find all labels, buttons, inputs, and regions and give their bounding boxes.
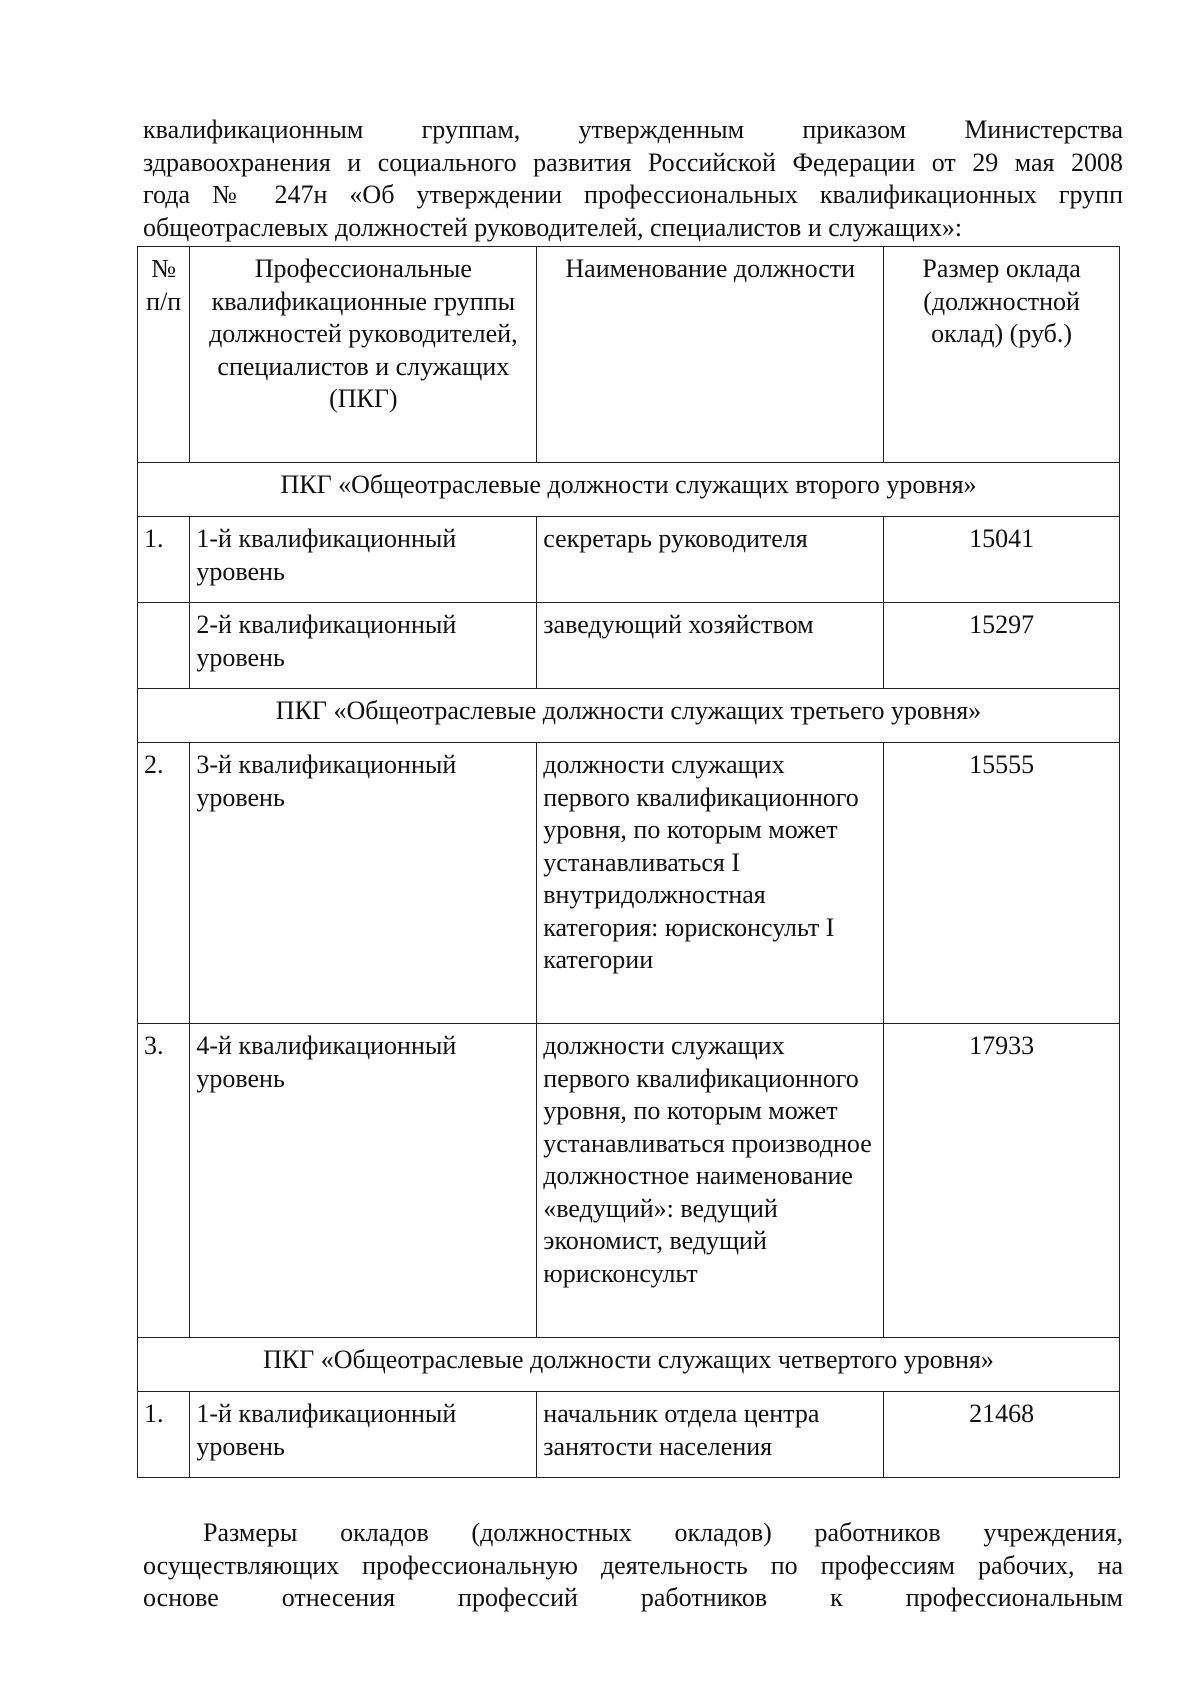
row-position: заведующий хозяйством xyxy=(537,603,884,689)
header-position: Наименование должности xyxy=(537,247,884,463)
intro-line-2: здравоохранения и социального развития Российской Федерации от 29 мая 2008 xyxy=(143,147,1123,177)
header-salary: Размер оклада (должностной оклад) (руб.) xyxy=(884,247,1120,463)
table-header-row xyxy=(138,247,1120,463)
row-num: 1. xyxy=(138,517,190,603)
row-position: должности служащих первого квалификационного уровня, по которым может устанавливаться I внутридолжностная категория: юрисконсульт I категории xyxy=(537,743,884,1024)
row-position: секретарь руководителя xyxy=(537,517,884,603)
table-row xyxy=(138,1392,1120,1478)
row-num: 1. xyxy=(138,1392,190,1478)
table-row xyxy=(138,743,1120,1024)
row-salary: 15297 xyxy=(884,603,1120,689)
table-row xyxy=(138,517,1120,603)
section-title-row xyxy=(138,1338,1120,1392)
section-title: ПКГ «Общеотраслевые должности служащих четвертого уровня» xyxy=(138,1338,1120,1392)
row-salary: 15041 xyxy=(884,517,1120,603)
row-num xyxy=(138,603,190,689)
salary-table xyxy=(137,246,1120,1478)
section-title-row xyxy=(138,689,1120,743)
footer-line-2: осуществляющих профессиональную деятельность по профессиям рабочих, на xyxy=(143,1550,1123,1580)
section-title: ПКГ «Общеотраслевые должности служащих второго уровня» xyxy=(138,463,1120,517)
row-level: 3-й квалификационный уровень xyxy=(190,743,537,1024)
intro-line-4: общеотраслевых должностей руководителей, специалистов и служащих»: xyxy=(143,212,963,242)
row-level: 1-й квалификационный уровень xyxy=(190,1392,537,1478)
row-salary: 21468 xyxy=(884,1392,1120,1478)
row-num: 2. xyxy=(138,743,190,1024)
header-num: № п/п xyxy=(138,247,190,463)
table-row xyxy=(138,603,1120,689)
row-salary: 15555 xyxy=(884,743,1120,1024)
footer-line-3: основе отнесения профессий работников к профессиональным xyxy=(143,1583,1123,1612)
row-level: 2-й квалификационный уровень xyxy=(190,603,537,689)
row-position: должности служащих первого квалификационного уровня, по которым может устанавливаться производное должностное наименование «ведущий»: ведущий экономист, ведущий юрисконсульт xyxy=(537,1024,884,1338)
row-num: 3. xyxy=(138,1024,190,1338)
table-row xyxy=(138,1024,1120,1338)
section-title-row xyxy=(138,463,1120,517)
row-level: 1-й квалификационный уровень xyxy=(190,517,537,603)
row-level: 4-й квалификационный уровень xyxy=(190,1024,537,1338)
intro-line-1: квалификационным группам, утвержденным приказом Министерства xyxy=(143,115,1123,144)
header-group: Профессиональные квалификационные группы должностей руководителей, специалистов и служащих (ПКГ) xyxy=(190,247,537,463)
intro-paragraph xyxy=(143,114,1123,244)
footer-paragraph xyxy=(143,1517,1123,1615)
section-title: ПКГ «Общеотраслевые должности служащих третьего уровня» xyxy=(138,689,1120,743)
row-position: начальник отдела центра занятости населения xyxy=(537,1392,884,1478)
row-salary: 17933 xyxy=(884,1024,1120,1338)
footer-line-1: Размеры окладов (должностных окладов) работников учреждения, xyxy=(203,1518,1123,1547)
intro-line-3: года № 247н «Об утверждении профессиональных квалификационных групп xyxy=(143,180,1123,209)
